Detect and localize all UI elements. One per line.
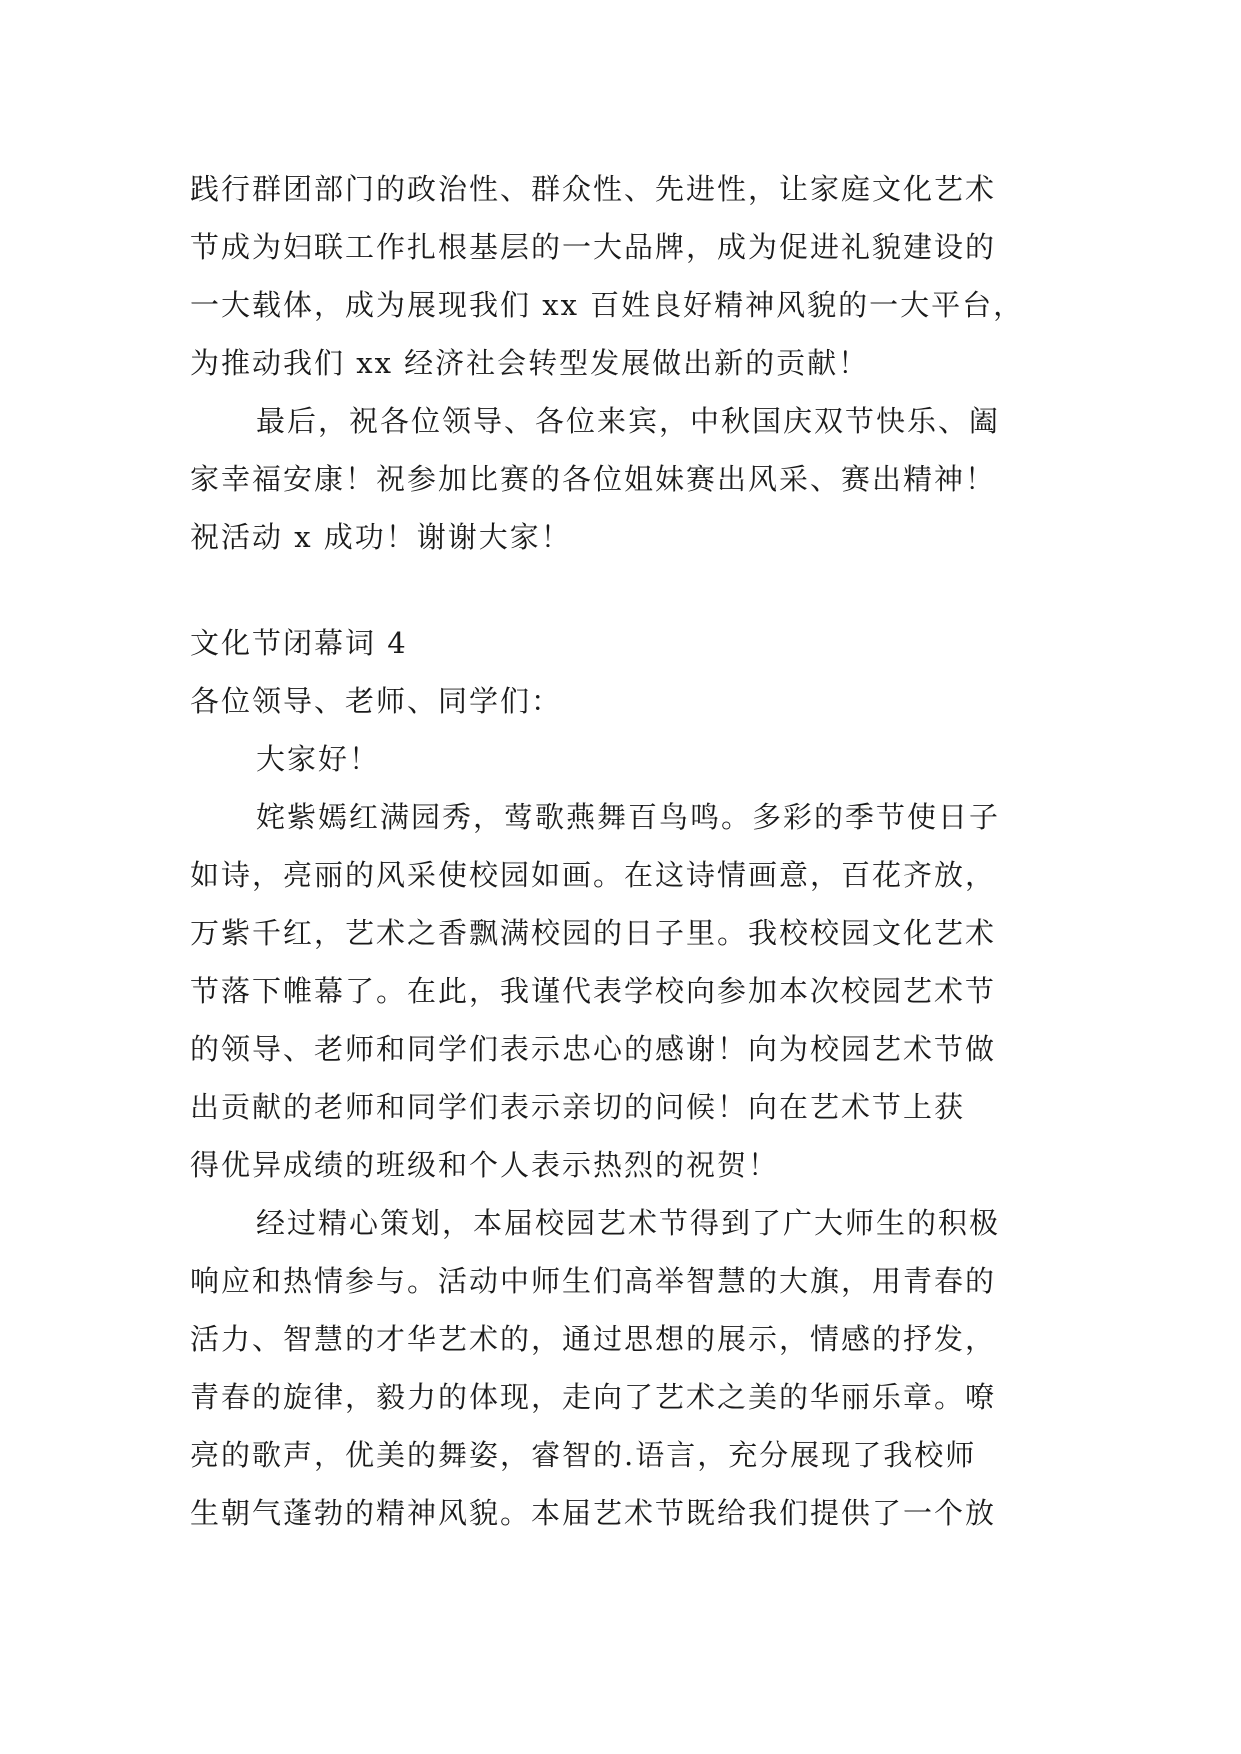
text-line: 得优异成绩的班级和个人表示热烈的祝贺！ (190, 1148, 780, 1182)
section-title: 文化节闭幕词 4 (190, 626, 408, 660)
text-line: 亮的歌声，优美的舞姿，睿智的.语言，充分展现了我校师 (190, 1438, 977, 1472)
text-line: 姹紫嫣红满园秀，莺歌燕舞百鸟鸣。多彩的季节使日子 (256, 800, 1001, 834)
section-gap (190, 566, 1060, 614)
text-line: 万紫千红，艺术之香飘满校园的日子里。我校校园文化艺术 (190, 916, 997, 950)
salutation: 各位领导、老师、同学们： (190, 684, 563, 718)
text-line: 践行群团部门的政治性、群众性、先进性，让家庭文化艺术 (190, 172, 997, 206)
text-line: 节落下帷幕了。在此，我谨代表学校向参加本次校园艺术节 (190, 974, 997, 1008)
text-line: 的领导、老师和同学们表示忠心的感谢！向为校园艺术节做 (190, 1032, 997, 1066)
greeting: 大家好！ (256, 742, 381, 776)
text-line: 活力、智慧的才华艺术的，通过思想的展示，情感的抒发， (190, 1322, 997, 1356)
text-line: 如诗，亮丽的风采使校园如画。在这诗情画意，百花齐放， (190, 858, 997, 892)
text-line: 家幸福安康！祝参加比赛的各位姐妹赛出风采、赛出精神！ (190, 462, 997, 496)
text-line: 一大载体，成为展现我们 xx 百姓良好精神风貌的一大平台， (190, 288, 1025, 322)
text-line: 祝活动 x 成功！谢谢大家！ (190, 520, 572, 554)
text-line: 节成为妇联工作扎根基层的一大品牌，成为促进礼貌建设的 (190, 230, 997, 264)
text-line: 响应和热情参与。活动中师生们高举智慧的大旗，用青春的 (190, 1264, 997, 1298)
document-body (190, 160, 1060, 1542)
text-line: 生朝气蓬勃的精神风貌。本届艺术节既给我们提供了一个放 (190, 1496, 997, 1530)
text-line: 经过精心策划，本届校园艺术节得到了广大师生的积极 (256, 1206, 1001, 1240)
text-line: 最后，祝各位领导、各位来宾，中秋国庆双节快乐、阖 (256, 404, 1001, 438)
text-line: 青春的旋律，毅力的体现，走向了艺术之美的华丽乐章。嘹 (190, 1380, 997, 1414)
text-line: 为推动我们 xx 经济社会转型发展做出新的贡献！ (190, 346, 870, 380)
text-line: 出贡献的老师和同学们表示亲切的问候！向在艺术节上获 (190, 1090, 966, 1124)
